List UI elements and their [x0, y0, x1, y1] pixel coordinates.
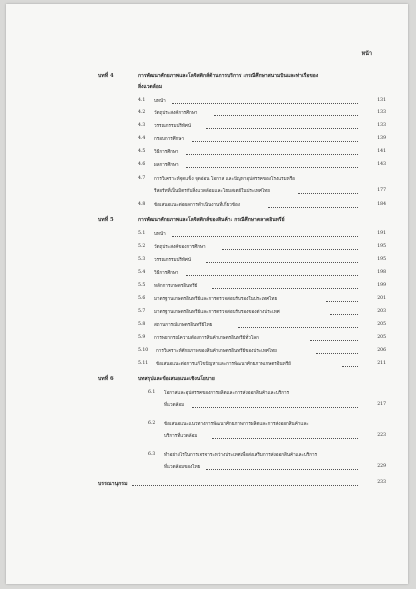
- toc-entry-num: 6.2: [148, 421, 156, 426]
- toc-entry-num: 4.8: [138, 202, 146, 207]
- toc-entry-page: 211: [377, 361, 386, 366]
- dot-leader: [222, 249, 358, 250]
- toc-entry-num: 5.2: [138, 244, 146, 249]
- toc-entry-num: 5.7: [138, 309, 146, 314]
- toc-entry-text: การพยากรณ์ความต้องการสินค้าเกษตรอินทรีย์ทั่วโลก: [154, 336, 259, 341]
- toc-entry-num: 5.10: [138, 348, 149, 353]
- dot-leader: [238, 327, 358, 328]
- toc-entry-page: 206: [377, 348, 386, 353]
- toc-entry-text-line-2: ที่แวดล้อม: [164, 403, 185, 408]
- toc-entry-text: วรรณกรรมปริทัศน์: [154, 258, 191, 263]
- toc-entry-num: 5.11: [138, 361, 149, 366]
- toc-entry-text: ผลการศึกษา: [154, 163, 179, 168]
- toc-entry-num: 6.3: [148, 452, 156, 457]
- dot-leader: [186, 154, 358, 155]
- chapter-4-title-line-1: การพัฒนาศักยภาพและโลจิสติกส์ด้านการบริการ :กรณีศึกษาสนามบินและท่าเรือของ: [138, 73, 319, 79]
- chapter-6-label: บทที่ 6: [98, 376, 114, 382]
- dot-leader: [132, 485, 358, 486]
- toc-entry-page: 205: [377, 322, 386, 327]
- toc-entry-text: การวิเคราะห์จุดแข็ง จุดอ่อน โอกาส และปัญหาอุปสรรคของโรงแรมหรือ: [154, 177, 295, 182]
- toc-entry-page: 195: [377, 244, 386, 249]
- toc-entry-num: 5.9: [138, 335, 146, 340]
- bibliography-page: 233: [377, 480, 386, 485]
- chapter-4-label: บทที่ 4: [98, 73, 114, 79]
- dot-leader: [172, 103, 358, 104]
- dot-leader: [212, 288, 358, 289]
- toc-entry-text: สถานการณ์เกษตรอินทรีย์ไทย: [154, 323, 213, 328]
- dot-leader: [192, 407, 358, 408]
- toc-entry-page: 205: [377, 335, 386, 340]
- toc-entry-page: 223: [377, 433, 386, 438]
- toc-entry-page: 131: [377, 98, 386, 103]
- toc-entry-page: 201: [377, 296, 386, 301]
- toc-entry-page: 195: [377, 257, 386, 262]
- toc-entry-text: ทำอย่างไรในการเจรจาระหว่างประเทศเพื่อส่งเสริมการส่งออกสินค้าและบริการ: [164, 453, 318, 458]
- dot-leader: [326, 301, 358, 302]
- document-page: [6, 4, 408, 584]
- toc-entry-text-line-2: ที่แวดล้อมของไทย: [164, 465, 201, 470]
- dot-leader: [206, 469, 358, 470]
- toc-entry-page: 217: [377, 402, 386, 407]
- dot-leader: [330, 314, 358, 315]
- toc-entry-page: 191: [377, 231, 386, 236]
- dot-leader: [186, 275, 358, 276]
- toc-entry-num: 4.3: [138, 123, 146, 128]
- toc-entry-num: 4.6: [138, 162, 146, 167]
- toc-entry-page: 203: [377, 309, 386, 314]
- dot-leader: [172, 236, 358, 237]
- toc-entry-page: 199: [377, 283, 386, 288]
- dot-leader: [192, 141, 358, 142]
- toc-entry-num: 5.1: [138, 231, 146, 236]
- toc-entry-text: โอกาสและอุปสรรคของการผลิตและการส่งออกสินค้าและบริการ: [164, 391, 290, 396]
- toc-entry-page: 133: [377, 123, 386, 128]
- toc-entry-num: 5.4: [138, 270, 146, 275]
- toc-entry-page: 139: [377, 136, 386, 141]
- toc-entry-text: วิธีการศึกษา: [154, 271, 179, 276]
- toc-entry-text: บทนำ: [154, 99, 166, 104]
- toc-entry-num: 5.6: [138, 296, 146, 301]
- dot-leader: [214, 115, 358, 116]
- toc-entry-page: 141: [377, 149, 386, 154]
- dot-leader: [186, 167, 358, 168]
- dot-leader: [206, 262, 358, 263]
- toc-entry-num: 5.3: [138, 257, 146, 262]
- toc-entry-text: มาตรฐานเกษตรอินทรีย์และการตรวจสอบรับรองของต่างประเทศ: [154, 310, 280, 315]
- dot-leader: [212, 438, 358, 439]
- toc-entry-text: วรรณกรรมปริทัศน์: [154, 124, 191, 129]
- toc-entry-text: บทนำ: [154, 232, 166, 237]
- dot-leader: [310, 340, 358, 341]
- toc-entry-page: 177: [377, 188, 386, 193]
- toc-entry-text: การวิเคราะห์ศักยภาพของสินค้าเกษตรอินทรีย์ของประเทศไทย: [156, 349, 277, 354]
- toc-entry-text: ข้อเสนอแนะต่อผลการดำเนินงานที่เกี่ยวข้อง: [154, 203, 240, 208]
- dot-leader: [206, 128, 358, 129]
- toc-entry-text: มาตรฐานเกษตรอินทรีย์และการตรวจสอบรับรองในประเทศไทย: [154, 297, 278, 302]
- dot-leader: [342, 366, 358, 367]
- toc-entry-num: 4.4: [138, 136, 146, 141]
- toc-entry-text-line-2: รีสอร์ทที่เป็นมิตรกับสิ่งแวดล้อมและโฮมสเตย์ในประเทศไทย: [154, 189, 270, 194]
- chapter-5-label: บทที่ 5: [98, 217, 114, 223]
- dot-leader: [316, 353, 358, 354]
- toc-entry-num: 4.5: [138, 149, 146, 154]
- toc-entry-text: กรอบการศึกษา: [154, 137, 185, 142]
- toc-entry-text: วัตถุประสงค์ของการศึกษา: [154, 245, 206, 250]
- toc-entry-text: วิธีการศึกษา: [154, 150, 179, 155]
- toc-entry-page: 198: [377, 270, 386, 275]
- chapter-6-title: บทสรุปและข้อเสนอแนะเชิงนโยบาย: [138, 376, 215, 382]
- toc-entry-page: 184: [377, 202, 386, 207]
- dot-leader: [298, 193, 358, 194]
- toc-entry-num: 4.2: [138, 110, 146, 115]
- toc-entry-num: 6.1: [148, 390, 156, 395]
- toc-entry-num: 5.5: [138, 283, 146, 288]
- chapter-5-title: การพัฒนาศักยภาพและโลจิสติกส์ของสินค้า: กรณีศึกษาตลาดอินทรีย์: [138, 217, 285, 223]
- toc-entry-num: 5.8: [138, 322, 146, 327]
- toc-entry-num: 4.1: [138, 98, 146, 103]
- toc-entry-text: ข้อเสนอแนะแนวทางการพัฒนาศักยภาพการผลิตและการส่งออกสินค้าและ: [164, 422, 309, 427]
- toc-entry-page: 143: [377, 162, 386, 167]
- toc-entry-text: หลักการเกษตรอินทรีย์: [154, 284, 198, 289]
- toc-entry-num: 4.7: [138, 176, 146, 181]
- toc-entry-text: ข้อเสนอแนะต่อการแก้ไขปัญหาและการพัฒนาศักยภาพเกษตรอินทรีย์: [156, 362, 291, 367]
- toc-entry-text: วัตถุประสงค์การศึกษา: [154, 111, 198, 116]
- toc-entry-text-line-2: บริการที่แวดล้อม: [164, 434, 198, 439]
- toc-entry-page: 229: [377, 464, 386, 469]
- bibliography-label: บรรณานุกรม: [98, 481, 128, 487]
- dot-leader: [268, 207, 358, 208]
- toc-entry-page: 133: [377, 110, 386, 115]
- page-column-label: หน้า: [361, 51, 372, 57]
- chapter-4-title-line-2: สิ่งแวดล้อม: [138, 84, 163, 90]
